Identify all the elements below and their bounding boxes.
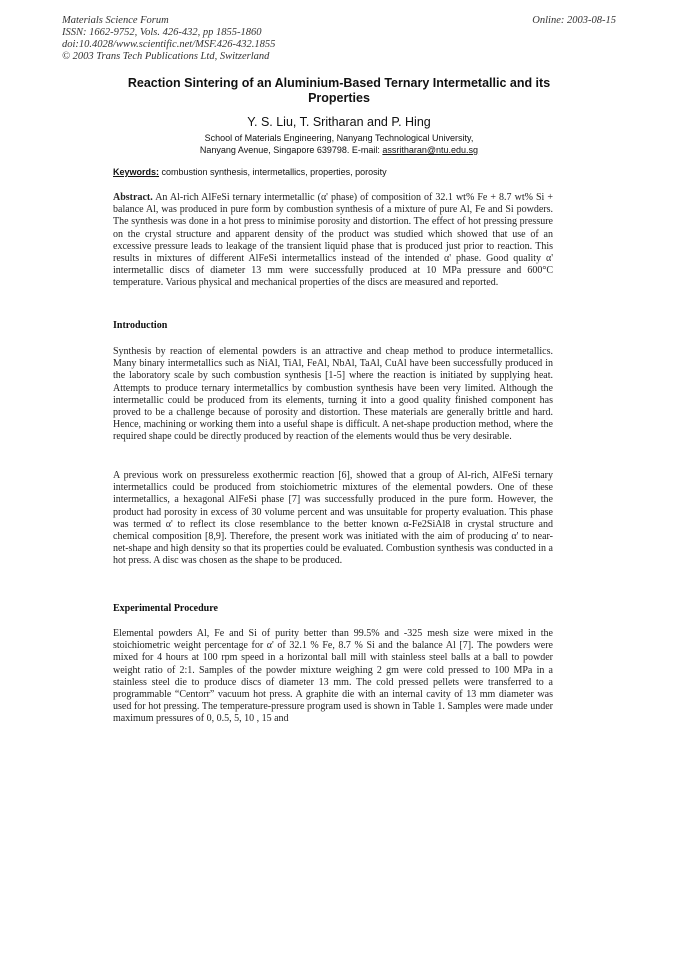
authors: Y. S. Liu, T. Sritharan and P. Hing [247, 115, 431, 129]
email-link[interactable]: assritharan@ntu.edu.sg [382, 145, 479, 155]
abstract-label: Abstract. [113, 192, 153, 203]
intro-paragraph-1: Synthesis by reaction of elemental powders is an attractive and cheap method to produce intermetallics. Many binary intermetallics such as NiAl, TiAl, FeAl, NbAl, TaAl, CuAl have been successfully produced in the laboratory scale by such combustion synthesis [1-5] where the reaction is initiated by supplying heat. Attempts to produce ternary intermetallics by combustion synthesis have been very limited. Although the intermetallic could be produced from its elements, turning it into a good quality finished component has proved to be a challenge because of porosity and distortion. These materials are generally brittle and hard. Hence, machining or working them into a useful shape is difficult. A net-shape production method, where the required shape could be directly produced by reaction of the elements would thus be very desirable. [113, 346, 553, 443]
affiliation-line-1: School of Materials Engineering, Nanyang Technological University, [204, 133, 474, 143]
section-heading-introduction: Introduction [113, 320, 168, 331]
experimental-paragraph-1: Elemental powders Al, Fe and Si of purity better than 99.5% and -325 mesh size were mixed in the stoichiometric weight percentage for α' of 32.1 % Fe, 8.7 % Si and the balance Al [7]. The powders were mixed for 4 hours at 100 rpm speed in a horizontal ball mill with stainless steel balls at a ball to powder weight ratio of 2:1. Samples of the powder mixture weighing 2 gm were cold pressed to 100 MPa in a stainless steel die to produce discs of diameter 13 mm. The cold pressed pellets were transferred to a programmable “Centorr” vacuum hot press. A graphite die with an internal cavity of 13 mm diameter was used for hot pressing. The temperature-pressure program used is shown in Table 1. Samples were made under maximum pressures of 0, 0.5, 5, 10 , 15 and [113, 628, 553, 725]
keywords [113, 167, 387, 177]
affiliation-line-2 [100, 144, 578, 156]
affiliation-address: Nanyang Avenue, Singapore 639798. E-mail: [199, 145, 383, 155]
title-line-2: Properties [308, 91, 370, 105]
abstract [113, 192, 553, 290]
keywords-label: Keywords: [113, 167, 160, 177]
online-date: Online: 2003-08-15 [532, 15, 616, 26]
journal-name: Materials Science Forum [62, 15, 169, 26]
abstract-text: An Al-rich AlFeSi ternary intermetallic (α' phase) of composition of 32.1 wt% Fe + 8.7 wt% Si + balance Al, was produced in pure form by combustion synthesis of a mixture of pure Al, Fe and Si powders. The synthesis was done in a hot press to minimise porosity and distortion. The effect of hot pressing pressure on the crystal structure and apparent density of the product was studied which showed that use of an excessive pressure leads to leakage of the transient liquid phase that is produced just prior to reaction. This results in mixtures of different AlFeSi intermetallics instead of the intended α' phase. Good quality α' intermetallic discs of diameter 13 mm were successfully produced at 10 MPa pressure and 600°C temperature. Various physical and mechanical properties of the discs are measured and reported. [113, 192, 553, 289]
paper-title [100, 76, 578, 106]
journal-header [62, 15, 275, 63]
intro-paragraph-2: A previous work on pressureless exothermic reaction [6], showed that a group of Al-rich, AlFeSi ternary intermetallics could be produced from stoichiometric mixtures of the elemental powders. One of these intermetallics, a hexagonal AlFeSi phase [7] was successfully produced in the pure form. However, the product had porosity in excess of 30 volume percent and was unsuitable for property evaluation. This phase was termed α' to reflect its close resemblance to the better known α-Fe2SiAl8 in crystal structure and chemical composition [8,9]. Therefore, the present work was initiated with the aim of producing α' to near-net-shape and high density so that its properties could be evaluated. Combustion synthesis was conducted in a hot press. A disc was chosen as the shape to be produced. [113, 470, 553, 567]
doi: doi:10.4028/www.scientific.net/MSF.426-432.1855 [62, 39, 276, 50]
section-heading-experimental: Experimental Procedure [113, 603, 218, 614]
copyright: © 2003 Trans Tech Publications Ltd, Switzerland [62, 51, 270, 62]
issn: ISSN: 1662-9752, Vols. 426-432, pp 1855-1860 [62, 27, 262, 38]
keywords-text: combustion synthesis, intermetallics, properties, porosity [159, 167, 387, 177]
affiliation [100, 132, 578, 156]
title-line-1: Reaction Sintering of an Aluminium-Based Ternary Intermetallic and its [127, 76, 551, 90]
